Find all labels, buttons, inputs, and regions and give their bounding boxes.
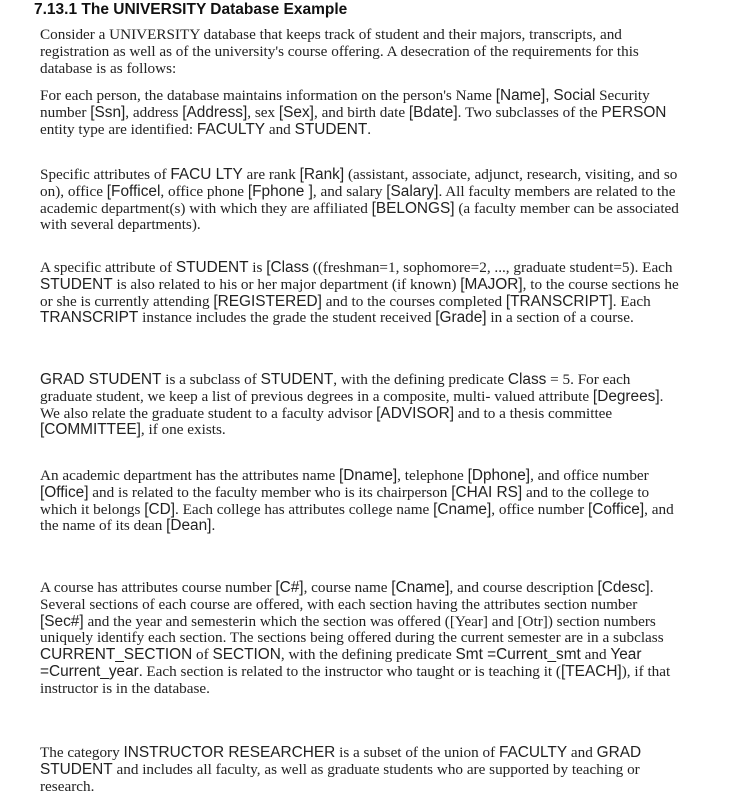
attribute-term: [COMMITTEE] — [40, 421, 141, 439]
text-run: is — [248, 259, 267, 276]
attribute-term: [ADVISOR] — [376, 404, 454, 422]
text-run: Security number — [40, 87, 650, 121]
attribute-term: [Rank] — [299, 166, 345, 183]
text-run: = 5. For each graduate student, we keep a list of previous degrees in a composite, multi- valued attribute — [40, 371, 631, 405]
attribute-term: [Ssn] — [90, 103, 126, 121]
text-run: . — [211, 517, 216, 535]
attribute-term: [MAJOR] — [460, 275, 523, 293]
attribute-term: [Dname] — [339, 467, 398, 484]
text-run: . Each college has attributes college name — [175, 500, 434, 518]
attribute-term: TRANSCRIPT — [40, 309, 139, 327]
attribute-term: Smt =Current_smt — [455, 646, 581, 664]
text-run: , office number — [491, 500, 588, 518]
attribute-term: STUDENT — [260, 371, 334, 388]
attribute-term: [Sex] — [278, 103, 314, 121]
paragraph-faculty — [40, 167, 680, 234]
attribute-term: Social — [553, 87, 596, 104]
attribute-term: [Name], — [495, 87, 550, 104]
text-run: entity type are identified: — [40, 120, 197, 138]
text-run: and to a thesis committee — [453, 404, 613, 422]
paragraph-department — [40, 468, 680, 535]
text-run: and the year and semesterin which the section was offered ([Year] and [Otr]) section numbers uniquely identify each section. The sections being offered during the current semester are in a subclass — [40, 612, 664, 647]
attribute-term: [TRANSCRIPT] — [505, 292, 613, 310]
text-run: A course has attributes course number — [40, 579, 276, 596]
text-run: is a subclass of — [161, 371, 261, 388]
attribute-term: [Degrees] — [592, 387, 660, 405]
text-run: . Each — [612, 292, 651, 310]
attribute-term: [Salary] — [386, 182, 439, 200]
text-run: , and course description — [449, 579, 598, 596]
text-run: (a faculty member can be associated with several departments). — [40, 199, 679, 234]
text-run: , with the defining predicate — [333, 371, 508, 388]
attribute-term: FACULTY — [196, 120, 266, 138]
paragraph-intro — [40, 27, 680, 77]
attribute-term: [Fphone ] — [247, 182, 313, 200]
paragraph-grad-student — [40, 372, 680, 439]
attribute-term: FACU LTY — [170, 166, 243, 183]
text-run: . Two subclasses of the — [457, 103, 602, 121]
paragraph-category — [40, 745, 680, 795]
text-run: , course name — [303, 579, 392, 596]
text-run: and to the courses completed — [321, 292, 506, 310]
paragraph-person — [40, 88, 680, 138]
text-run: . — [367, 120, 372, 138]
attribute-term: [Cname] — [391, 579, 450, 596]
text-run: , with the defining predicate — [280, 646, 456, 664]
text-run: and is related to the faculty member who is its chairperson — [88, 483, 452, 501]
attribute-term: [Dean] — [166, 517, 212, 535]
text-run: Consider a UNIVERSITY database that keeps track of student and their majors, transcripts, and registration as well as of the university's course offering. A desecration of the requirements for this database is as follows: — [40, 26, 639, 77]
text-run: , address — [125, 103, 183, 121]
text-run: ((freshman=1, sophomore=2, ..., graduate student=5). Each — [309, 259, 673, 276]
attribute-term: STUDENT — [175, 259, 249, 276]
section-title: 7.13.1 The UNIVERSITY Database Example — [34, 1, 348, 18]
paragraph-student — [40, 260, 680, 327]
text-run: of — [192, 646, 213, 664]
paragraph-course — [40, 580, 680, 698]
attribute-term: Year =Current_year — [40, 646, 642, 680]
text-run: , and birth date — [313, 103, 409, 121]
attribute-term: Class — [507, 371, 547, 388]
text-run: A specific attribute of — [40, 259, 176, 276]
text-run: , telephone — [397, 467, 468, 484]
text-run: and includes all faculty, as well as graduate students who are supported by teaching or research. — [40, 760, 640, 795]
text-run: An academic department has the attributes name — [40, 467, 339, 484]
text-run: , if one exists. — [140, 421, 226, 439]
attribute-term: STUDENT — [294, 120, 368, 138]
attribute-term: [Class — [266, 259, 309, 276]
text-run: (assistant, associate, adjunct, research, visiting, and so on), office — [40, 166, 678, 200]
text-run: , to the course sections he or she is currently attending — [40, 275, 679, 310]
attribute-term: [Bdate] — [408, 103, 458, 121]
text-run: and to the college to which it belongs — [40, 483, 650, 518]
attribute-term: FACULTY — [498, 744, 568, 761]
attribute-term: CURRENT_SECTION — [40, 646, 193, 664]
attribute-term: STUDENT — [40, 275, 113, 293]
attribute-term: [Office] — [40, 483, 89, 501]
attribute-term: [Sec#] — [40, 612, 84, 630]
attribute-term: [Address] — [182, 103, 248, 121]
attribute-term: PERSON — [601, 103, 667, 121]
text-run: For each person, the database maintains information on the person's Name — [40, 87, 496, 104]
text-run: The category — [40, 744, 124, 761]
attribute-term: [REGISTERED] — [213, 292, 322, 310]
text-run: , and the name of its dean — [40, 500, 674, 535]
text-run: and — [567, 744, 597, 761]
attribute-term: [C#] — [275, 579, 304, 596]
text-run: . Each section is related to the instructor who taught or is teaching it ( — [138, 662, 561, 680]
attribute-term: GRAD STUDENT — [40, 744, 642, 778]
text-run: , and salary — [312, 182, 387, 200]
attribute-term: SECTION — [212, 646, 281, 664]
attribute-term: [Coffice] — [587, 500, 645, 518]
text-run: is a subset of the union of — [335, 744, 499, 761]
text-run: . We also relate the graduate student to a faculty advisor — [40, 387, 664, 422]
attribute-term: [Fofficel — [106, 182, 161, 200]
text-run: , and office number — [530, 467, 649, 484]
text-run: are rank — [242, 166, 300, 183]
attribute-term: GRAD STUDENT — [40, 371, 162, 388]
attribute-term: [Cdesc] — [597, 579, 650, 596]
attribute-term: [CD] — [144, 500, 175, 518]
text-run: , sex — [247, 103, 279, 121]
text-run: instance includes the grade the student received — [138, 309, 436, 327]
text-run: in a section of a course. — [486, 309, 634, 327]
text-run: is also related to his or her major department (if known) — [112, 275, 461, 293]
attribute-term: [Dphone] — [467, 467, 531, 484]
text-run: ), if that instructor is in the database. — [40, 662, 671, 697]
attribute-term: [Grade] — [435, 309, 487, 327]
attribute-term: [Cname] — [433, 500, 492, 518]
attribute-term: [CHAI RS] — [451, 483, 523, 501]
text-run: . Several sections of each course are offered, with each section having the attributes section number — [40, 579, 654, 613]
attribute-term: INSTRUCTOR RESEARCHER — [123, 744, 336, 761]
text-run: and — [580, 646, 611, 664]
attribute-term: [BELONGS] — [371, 199, 455, 217]
text-run: , office phone — [160, 182, 248, 200]
text-run: Specific attributes of — [40, 166, 171, 183]
text-run: and — [265, 120, 295, 138]
attribute-term: [TEACH] — [561, 662, 622, 680]
text-run: . All faculty members are related to the academic department(s) with which they are affiliated — [40, 182, 676, 217]
